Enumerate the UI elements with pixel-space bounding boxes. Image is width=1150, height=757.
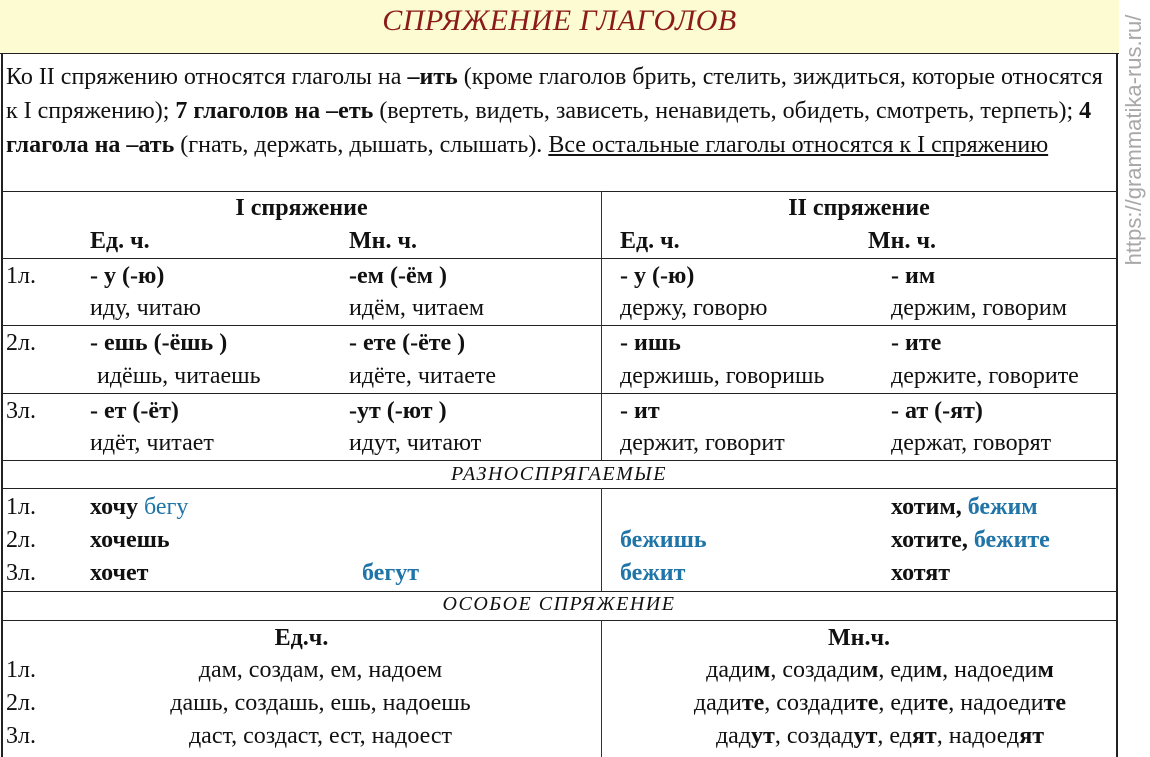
hetero-word: хочет (90, 560, 149, 586)
special-ending: ят (1019, 723, 1045, 749)
separator: , (877, 723, 890, 749)
special-ending: ут (853, 723, 878, 749)
column-header: Мн. ч. (349, 228, 418, 254)
table-rule (2, 191, 1116, 192)
special-ending: те (925, 690, 949, 716)
example: держите, говорите (891, 363, 1079, 389)
special-ending: м (1037, 657, 1054, 683)
person-label: 1л. (6, 263, 36, 289)
intro-part: (вертеть, видеть, зависеть, ненавидеть, обидеть, смотреть, терпеть); (373, 98, 1080, 124)
page-title: СПРЯЖЕНИЕ ГЛАГОЛОВ (382, 4, 737, 37)
separator: , (948, 690, 961, 716)
conjugation-header-2: II спряжение (788, 195, 930, 221)
table-rule (2, 460, 1116, 461)
title-band (0, 0, 1119, 54)
hetero-word: хочешь (90, 527, 170, 553)
person-label: 3л. (6, 398, 36, 424)
table-rule (2, 393, 1116, 394)
hetero-word-blue: бежишь (620, 527, 707, 553)
intro-part: (кроме глаголов брить, стелить, зиждиться, которые относятся к I спряжению); (6, 64, 1103, 124)
separator: , (961, 527, 974, 553)
separator: , (878, 690, 891, 716)
column-header: Ед. ч. (90, 228, 150, 254)
separator: , (774, 723, 787, 749)
separator: , (955, 494, 968, 520)
column-divider (601, 191, 602, 460)
example: держат, говорят (891, 430, 1052, 456)
special-ending: ят (911, 723, 937, 749)
special-singular: дашь, создашь, ешь, надоешь (170, 690, 471, 716)
special-ending: ут (751, 723, 775, 749)
special-word: надоеди (960, 690, 1044, 716)
ending: - ат (-ят) (891, 398, 983, 424)
column-header: Ед. ч. (620, 228, 680, 254)
hetero-form (891, 492, 1038, 522)
separator: , (764, 690, 777, 716)
ending: -ут (-ют ) (349, 398, 447, 424)
separator: , (878, 657, 891, 683)
ending: - ишь (620, 330, 681, 356)
intro-part: 4 глагола на –ать (6, 98, 1092, 158)
example: держим, говорим (891, 295, 1067, 321)
hetero-word-blue: бежите (973, 527, 1050, 553)
special-plural (602, 721, 1150, 751)
separator: , (770, 657, 783, 683)
ending: -ем (-ём ) (349, 263, 447, 289)
person-label: 1л. (6, 494, 36, 520)
table-rule (2, 258, 1116, 259)
special-ending: те (855, 690, 879, 716)
ending: - у (-ю) (620, 263, 695, 289)
person-label: 3л. (6, 723, 36, 749)
example: идёте, читаете (349, 363, 496, 389)
special-word: создади (782, 657, 863, 683)
ending: - ешь (-ёшь ) (90, 330, 228, 356)
hetero-word-blue: бегу (144, 494, 189, 520)
column-header: Мн. ч. (868, 228, 937, 254)
intro-part: (гнать, держать, дышать, слышать). (174, 132, 549, 158)
hetero-form (891, 525, 1050, 555)
special-ending: те (741, 690, 765, 716)
intro-part: Ко II спряжению относятся глаголы на (6, 64, 408, 90)
table-rule (2, 488, 1116, 489)
special-word: дад (715, 723, 752, 749)
example: иду, читаю (90, 295, 201, 321)
example: идёшь, читаешь (97, 363, 261, 389)
special-word: еди (890, 657, 926, 683)
hetero-word-blue: бежит (620, 560, 686, 586)
special-word: создад (786, 723, 854, 749)
ending: - ит (620, 398, 660, 424)
table-rule (2, 620, 1116, 621)
watermark-text: https://grammatika-rus.ru/ (1121, 14, 1146, 266)
special-word: надоед (948, 723, 1020, 749)
example: идём, читаем (349, 295, 485, 321)
special-header-singular: Ед.ч. (274, 625, 329, 651)
frame-right (1116, 53, 1118, 757)
intro-part: 7 глаголов на –еть (175, 98, 374, 124)
special-plural (602, 655, 1150, 685)
person-label: 3л. (6, 560, 36, 586)
column-divider (601, 488, 602, 591)
special-singular: дам, создам, ем, надоем (198, 657, 443, 683)
person-label: 2л. (6, 330, 36, 356)
special-plural (602, 688, 1150, 718)
person-label: 2л. (6, 527, 36, 553)
hetero-word-blue: бегут (362, 560, 420, 586)
hetero-word: хотят (891, 560, 951, 586)
special-ending: м (925, 657, 943, 683)
example: идут, читают (349, 430, 482, 456)
special-word: создади (776, 690, 856, 716)
hetero-word-blue: бежим (967, 494, 1038, 520)
conjugation-header-1: I спряжение (235, 195, 368, 221)
person-label: 1л. (6, 657, 36, 683)
special-word: еди (890, 690, 926, 716)
hetero-word: хочу (90, 494, 138, 520)
ending: - у (-ю) (90, 263, 165, 289)
watermark (1118, 0, 1150, 280)
example: держишь, говоришь (620, 363, 825, 389)
example: идёт, читает (90, 430, 214, 456)
separator: , (936, 723, 949, 749)
special-singular: даст, создаст, ест, надоест (188, 723, 453, 749)
table-rule (2, 325, 1116, 326)
intro-paragraph (6, 60, 1106, 162)
example: держу, говорю (620, 295, 768, 321)
ending: - ет (-ёт) (90, 398, 179, 424)
separator: , (942, 657, 955, 683)
special-word: дади (693, 690, 742, 716)
hetero-form (90, 492, 188, 522)
section-heading-special: ОСОБОЕ СПРЯЖЕНИЕ (442, 593, 676, 615)
special-header-plural: Мн.ч. (827, 625, 890, 651)
special-word: надоеди (954, 657, 1038, 683)
ending: - ете (-ёте ) (349, 330, 466, 356)
special-ending: те (1043, 690, 1067, 716)
special-ending: м (754, 657, 771, 683)
special-word: ед (889, 723, 912, 749)
special-word: дади (706, 657, 755, 683)
section-heading-heteroclitic: РАЗНОСПРЯГАЕМЫЕ (451, 463, 667, 485)
intro-part: –ить (407, 64, 458, 90)
special-ending: м (862, 657, 879, 683)
person-label: 2л. (6, 690, 36, 716)
ending: - ите (891, 330, 942, 356)
hetero-word: хотите (891, 527, 962, 553)
hetero-word: хотим (891, 494, 956, 520)
example: держит, говорит (620, 430, 785, 456)
intro-part: Все остальные глаголы относятся к I спряжению (548, 132, 1049, 158)
ending: - им (891, 263, 936, 289)
